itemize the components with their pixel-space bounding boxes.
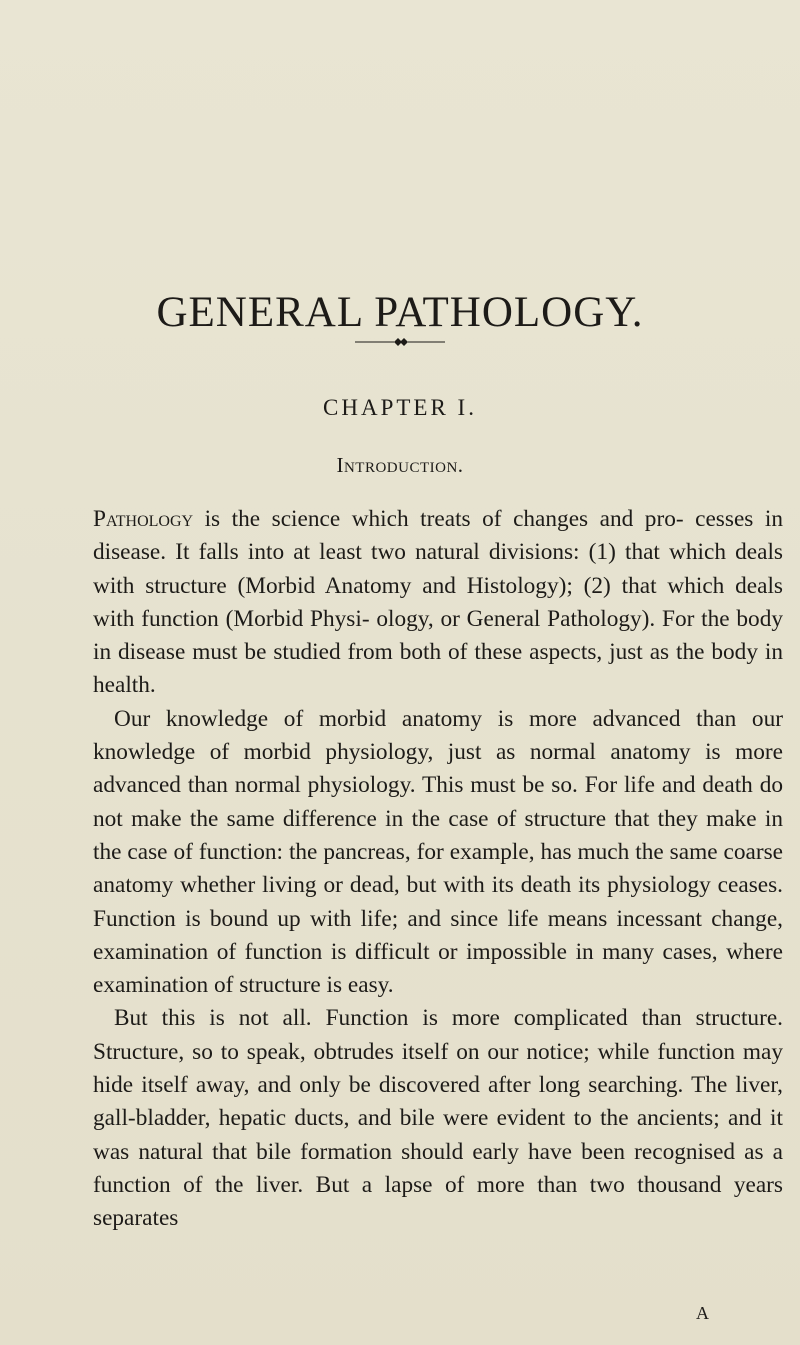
paragraph-2: Our knowledge of morbid anatomy is more advanced than our knowledge of morbid physiology, just as normal anatomy is more advanced than normal physiology. This must be so. For life and death do not make the same difference in the case of structure that they make in the case of function: the pancreas, for example, has much the same coarse anatomy whether living or dead, but with its death its physiology ceases. Function is bound up with life; and since life means incessant change, examination of function is difficult or impossible in many cases, where examination of structure is easy. — [93, 705, 783, 999]
paragraph-lead: Pathology — [93, 506, 194, 532]
section-title: Introduction. — [336, 453, 464, 477]
paragraph-text: is the science which treats of changes and pro- cesses in disease. It falls into at least two natural divisions: (1) that which deals with structure (Morbid Anatomy and Histology); (2) that which deals with function (Morbid Physi- ology, or General Pathology). For the body in disease must be studied from both of these aspects, just as the body in health. — [93, 506, 783, 699]
body-text — [93, 503, 783, 1236]
printer-signature: A — [696, 1303, 709, 1323]
paragraph-1 — [93, 503, 783, 703]
title-ornament — [355, 337, 445, 347]
chapter-heading: CHAPTER I. — [323, 395, 477, 420]
paragraph-3: But this is not all. Function is more complicated than structure. Structure, so to speak, obtrudes itself on our notice; while function may hide itself away, and only be discovered after long searching. The liver, gall-bladder, hepatic ducts, and bile were evident to the ancients; and it was natural that bile formation should early have been recognised as a function of the liver. But a lapse of more than two thousand years separates — [93, 1005, 783, 1232]
book-title: GENERAL PATHOLOGY. — [156, 288, 644, 336]
